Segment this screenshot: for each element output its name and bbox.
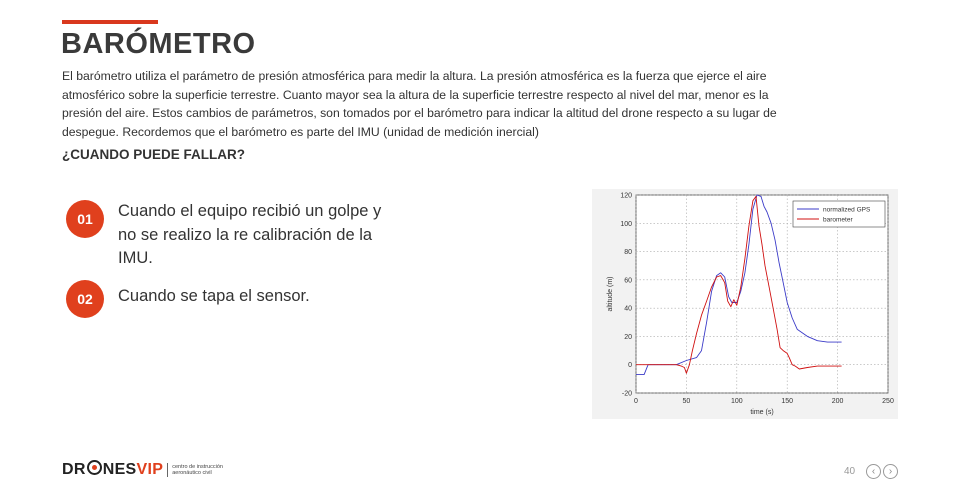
body-line: presión del aire. Estos cambios de parámetros, son tomados por el barómetro para indicar la altitud del drone respecto a su lugar de bbox=[62, 106, 777, 120]
body-paragraph bbox=[62, 67, 888, 141]
y-tick-label: 100 bbox=[620, 220, 632, 228]
dronesvip-logo bbox=[62, 460, 223, 479]
logo-tagline-line: centro de instrucción bbox=[172, 463, 223, 470]
body-line: despegue. Recordemos que el barómetro es parte del IMU (unidad de medición inercial) bbox=[62, 124, 539, 139]
number-badge: 02 bbox=[66, 280, 104, 318]
logo-vip: VIP bbox=[136, 461, 164, 478]
y-tick-label: 40 bbox=[624, 305, 632, 313]
altitude-chart bbox=[592, 189, 898, 419]
chevron-left-icon[interactable]: ‹ bbox=[866, 464, 881, 479]
x-tick-label: 50 bbox=[682, 398, 691, 405]
logo-tagline-line: aeronáutico civil bbox=[172, 469, 212, 476]
body-line: atmosférico sobre la superficie terrestre. Cuanto mayor sea la altura de la superficie terrestre respecto al nivel del mar, menor es la bbox=[62, 87, 769, 102]
number-badge: 01 bbox=[66, 200, 104, 238]
x-axis-label: time (s) bbox=[750, 409, 774, 416]
legend-label: normalized GPS bbox=[823, 206, 871, 214]
logo-wordmark bbox=[62, 460, 163, 479]
failure-item-text: Cuando el equipo recibió un golpe y no se realizo la re calibración de la IMU. bbox=[118, 202, 382, 267]
legend-label: barometer bbox=[823, 216, 853, 224]
logo-o-drone-icon bbox=[87, 460, 102, 475]
x-tick-label: 100 bbox=[730, 398, 743, 405]
body-line: El barómetro utiliza el parámetro de presión atmosférica para medir la altura. La presión atmosférica es la fuerza que ejerce el aire bbox=[62, 69, 767, 83]
y-tick-label: -20 bbox=[621, 390, 632, 398]
y-tick-label: 0 bbox=[628, 362, 632, 370]
page-number: 40 bbox=[844, 466, 856, 477]
logo-tagline bbox=[172, 464, 223, 476]
x-tick-label: 250 bbox=[882, 398, 894, 405]
x-tick-label: 200 bbox=[831, 398, 844, 405]
y-tick-label: 20 bbox=[624, 333, 632, 341]
y-tick-label: 80 bbox=[624, 249, 632, 257]
logo-text-start: DR bbox=[62, 461, 86, 478]
x-tick-label: 150 bbox=[781, 398, 794, 405]
logo-text-end: NES bbox=[102, 461, 137, 478]
chevron-right-icon[interactable]: › bbox=[883, 464, 898, 479]
failure-item bbox=[66, 200, 388, 271]
section-subheading: ¿CUANDO PUEDE FALLAR? bbox=[62, 147, 245, 162]
title-accent-bar bbox=[62, 20, 158, 24]
y-tick-label: 60 bbox=[624, 277, 632, 285]
page-title: BARÓMETRO bbox=[61, 28, 256, 60]
logo-divider bbox=[167, 463, 168, 477]
altitude-chart-panel bbox=[592, 189, 898, 419]
y-tick-label: 120 bbox=[620, 192, 632, 200]
failure-item bbox=[66, 280, 388, 318]
failure-item-text: Cuando se tapa el sensor. bbox=[118, 287, 310, 305]
y-axis-label: altitude (m) bbox=[607, 276, 614, 312]
x-tick-label: 0 bbox=[634, 398, 638, 405]
